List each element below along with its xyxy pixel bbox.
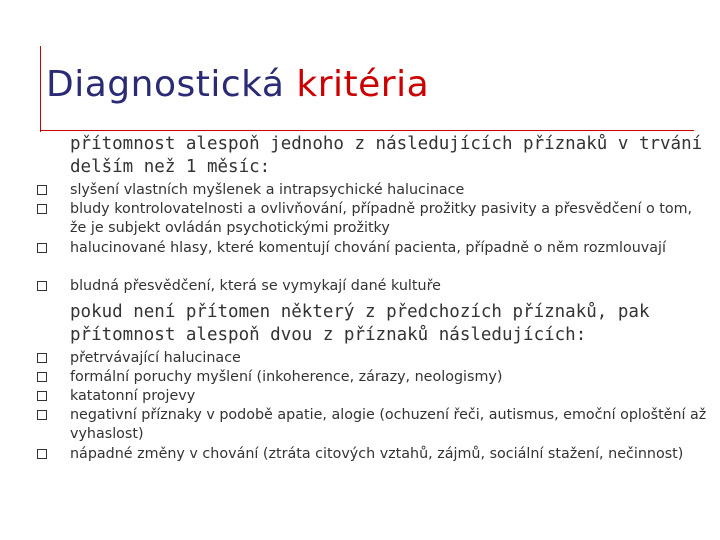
list-item-text: bludná přesvědčení, která se vymykají dané kultuře bbox=[70, 278, 441, 294]
hollow-square-bullet-icon bbox=[37, 353, 47, 363]
page-title-part2: kritéria bbox=[296, 64, 430, 105]
hollow-square-bullet-icon bbox=[37, 204, 47, 214]
list-item-text: slyšení vlastních myšlenek a intrapsychické halucinace bbox=[70, 182, 465, 198]
list-item-text: formální poruchy myšlení (inkoherence, zárazy, neologismy) bbox=[70, 369, 503, 385]
list-item-text: nápadné změny v chování (ztráta citových vztahů, zájmů, sociální stažení, nečinnost) bbox=[70, 446, 684, 462]
list-item-text: negativní příznaky v podobě apatie, alogie (ochuzení řeči, autismus, emoční oploštění až vyhaslost) bbox=[70, 407, 707, 443]
hollow-square-bullet-icon bbox=[37, 281, 47, 291]
hollow-square-bullet-icon bbox=[37, 391, 47, 401]
list-item-text: přetrvávající halucinace bbox=[70, 350, 241, 366]
list-item-text: halucinované hlasy, které komentují chování pacienta, případně o něm rozmlouvají bbox=[70, 240, 666, 256]
hollow-square-bullet-icon bbox=[37, 410, 47, 420]
hollow-square-bullet-icon bbox=[37, 372, 47, 382]
list-item-text: katatonní projevy bbox=[70, 388, 196, 404]
hollow-square-bullet-icon bbox=[37, 243, 47, 253]
page-title bbox=[46, 64, 429, 105]
page-title-part1: Diagnostická bbox=[46, 64, 297, 105]
title-vertical-rule bbox=[40, 46, 41, 132]
title-horizontal-rule bbox=[41, 130, 694, 131]
hollow-square-bullet-icon bbox=[37, 185, 47, 195]
section2-heading: pokud není přítomen některý z předchozích příznaků, pak přítomnost alespoň dvou z příznaků následujících: bbox=[70, 302, 650, 345]
list-item-text: bludy kontrolovatelnosti a ovlivňování, případně prožitky pasivity a přesvědčení o tom, že je subjekt ovládán psychotickými prožitky bbox=[70, 201, 693, 237]
hollow-square-bullet-icon bbox=[37, 449, 47, 459]
section1-heading: přítomnost alespoň jednoho z následujících příznaků v trvání delším než 1 měsíc: bbox=[70, 134, 703, 177]
